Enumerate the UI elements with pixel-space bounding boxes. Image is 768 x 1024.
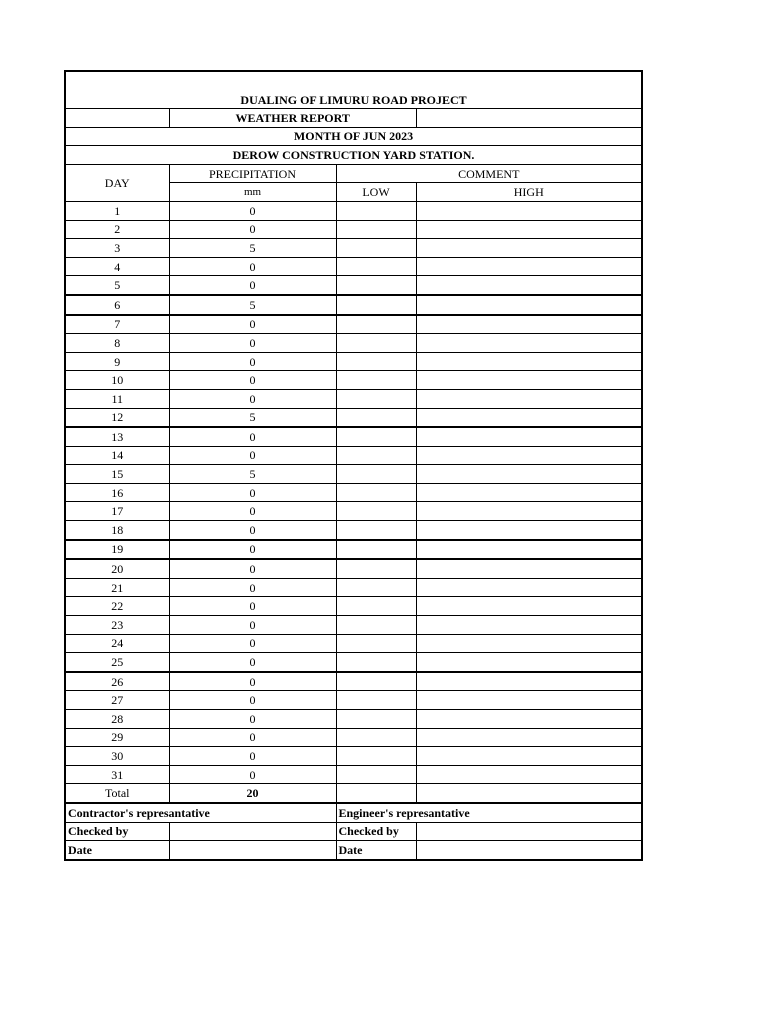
precipitation-header: PRECIPITATION [169, 164, 336, 183]
day-cell: 27 [65, 691, 169, 710]
table-row [65, 295, 642, 315]
day-cell: 30 [65, 747, 169, 766]
precipitation-cell: 0 [169, 446, 336, 465]
table-row [65, 465, 642, 484]
low-comment-cell[interactable] [336, 334, 416, 353]
low-comment-cell[interactable] [336, 352, 416, 371]
low-comment-cell[interactable] [336, 315, 416, 334]
day-cell: 9 [65, 352, 169, 371]
blank-cell [336, 784, 416, 803]
low-comment-cell[interactable] [336, 276, 416, 295]
blank-cell [416, 109, 642, 128]
table-row [65, 389, 642, 408]
engineer-label: Engineer's represantative [336, 803, 642, 822]
low-comment-cell[interactable] [336, 239, 416, 258]
low-comment-cell[interactable] [336, 578, 416, 597]
high-comment-cell[interactable] [416, 334, 642, 353]
high-comment-cell[interactable] [416, 295, 642, 315]
precipitation-cell: 0 [169, 334, 336, 353]
low-comment-cell[interactable] [336, 559, 416, 578]
day-cell: 22 [65, 597, 169, 616]
day-cell: 1 [65, 201, 169, 220]
low-comment-cell[interactable] [336, 220, 416, 239]
low-comment-cell[interactable] [336, 483, 416, 502]
engineer-date-label: Date [336, 841, 416, 860]
unit-header: mm [169, 183, 336, 202]
day-cell: 8 [65, 334, 169, 353]
high-comment-cell[interactable] [416, 559, 642, 578]
precipitation-cell: 0 [169, 502, 336, 521]
total-value: 20 [169, 784, 336, 803]
high-comment-cell[interactable] [416, 747, 642, 766]
high-comment-cell[interactable] [416, 239, 642, 258]
table-row [65, 220, 642, 239]
day-cell: 12 [65, 408, 169, 427]
low-comment-cell[interactable] [336, 634, 416, 653]
precipitation-cell: 0 [169, 672, 336, 691]
table-row [65, 502, 642, 521]
precipitation-cell: 0 [169, 634, 336, 653]
high-comment-cell[interactable] [416, 710, 642, 729]
contractor-checked-by-label: Checked by [65, 822, 169, 841]
table-row [65, 578, 642, 597]
blank-cell [65, 109, 169, 128]
engineer-date-field[interactable] [416, 841, 642, 860]
engineer-checked-by-field[interactable] [416, 822, 642, 841]
table-row [65, 540, 642, 560]
precipitation-cell: 0 [169, 765, 336, 784]
low-comment-cell[interactable] [336, 710, 416, 729]
low-comment-cell[interactable] [336, 408, 416, 427]
high-comment-cell[interactable] [416, 616, 642, 635]
low-comment-cell[interactable] [336, 616, 416, 635]
day-cell: 23 [65, 616, 169, 635]
table-row [65, 446, 642, 465]
low-comment-cell[interactable] [336, 521, 416, 540]
high-comment-cell[interactable] [416, 691, 642, 710]
total-label: Total [65, 784, 169, 803]
day-cell: 19 [65, 540, 169, 560]
day-cell: 26 [65, 672, 169, 691]
high-comment-cell[interactable] [416, 315, 642, 334]
high-comment-cell[interactable] [416, 389, 642, 408]
precipitation-cell: 0 [169, 597, 336, 616]
contractor-date-label: Date [65, 841, 169, 860]
table-row [65, 334, 642, 353]
precipitation-cell: 0 [169, 521, 336, 540]
precipitation-cell: 0 [169, 540, 336, 560]
day-cell: 25 [65, 653, 169, 672]
precipitation-cell: 0 [169, 220, 336, 239]
day-cell: 31 [65, 765, 169, 784]
low-comment-cell[interactable] [336, 728, 416, 747]
high-comment-cell[interactable] [416, 634, 642, 653]
table-row [65, 747, 642, 766]
precipitation-cell: 0 [169, 559, 336, 578]
high-comment-cell[interactable] [416, 765, 642, 784]
day-cell: 24 [65, 634, 169, 653]
low-comment-cell[interactable] [336, 765, 416, 784]
weather-report-table [64, 70, 643, 861]
low-comment-cell[interactable] [336, 465, 416, 484]
table-row [65, 276, 642, 295]
high-header: HIGH [416, 183, 642, 202]
low-comment-cell[interactable] [336, 446, 416, 465]
precipitation-cell: 5 [169, 465, 336, 484]
high-comment-cell[interactable] [416, 352, 642, 371]
project-title: DUALING OF LIMURU ROAD PROJECT [65, 71, 642, 109]
precipitation-cell: 0 [169, 578, 336, 597]
high-comment-cell[interactable] [416, 276, 642, 295]
precipitation-cell: 0 [169, 315, 336, 334]
precipitation-cell: 0 [169, 691, 336, 710]
low-comment-cell[interactable] [336, 201, 416, 220]
low-comment-cell[interactable] [336, 747, 416, 766]
precipitation-cell: 0 [169, 710, 336, 729]
day-cell: 6 [65, 295, 169, 315]
precipitation-cell: 0 [169, 371, 336, 390]
high-comment-cell[interactable] [416, 578, 642, 597]
precipitation-cell: 5 [169, 295, 336, 315]
day-cell: 7 [65, 315, 169, 334]
low-comment-cell[interactable] [336, 295, 416, 315]
precipitation-cell: 0 [169, 616, 336, 635]
day-cell: 18 [65, 521, 169, 540]
precipitation-cell: 0 [169, 483, 336, 502]
table-row [65, 257, 642, 276]
table-row [65, 408, 642, 427]
table-row [65, 653, 642, 672]
table-row [65, 427, 642, 446]
low-comment-cell[interactable] [336, 389, 416, 408]
table-row [65, 559, 642, 578]
table-row [65, 371, 642, 390]
high-comment-cell[interactable] [416, 540, 642, 560]
high-comment-cell[interactable] [416, 446, 642, 465]
blank-cell [416, 784, 642, 803]
day-cell: 4 [65, 257, 169, 276]
table-row [65, 672, 642, 691]
day-cell: 14 [65, 446, 169, 465]
precipitation-cell: 0 [169, 257, 336, 276]
precipitation-cell: 0 [169, 201, 336, 220]
low-header: LOW [336, 183, 416, 202]
low-comment-cell[interactable] [336, 540, 416, 560]
report-month: MONTH OF JUN 2023 [65, 127, 642, 146]
station-name: DEROW CONSTRUCTION YARD STATION. [65, 146, 642, 165]
table-row [65, 728, 642, 747]
table-row [65, 597, 642, 616]
high-comment-cell[interactable] [416, 465, 642, 484]
comment-header: COMMENT [336, 164, 642, 183]
high-comment-cell[interactable] [416, 672, 642, 691]
high-comment-cell[interactable] [416, 521, 642, 540]
table-row [65, 634, 642, 653]
low-comment-cell[interactable] [336, 672, 416, 691]
day-cell: 3 [65, 239, 169, 258]
table-row [65, 765, 642, 784]
table-row [65, 710, 642, 729]
day-cell: 28 [65, 710, 169, 729]
day-cell: 16 [65, 483, 169, 502]
low-comment-cell[interactable] [336, 371, 416, 390]
high-comment-cell[interactable] [416, 427, 642, 446]
low-comment-cell[interactable] [336, 691, 416, 710]
contractor-date-field[interactable] [169, 841, 336, 860]
day-cell: 17 [65, 502, 169, 521]
day-cell: 11 [65, 389, 169, 408]
high-comment-cell[interactable] [416, 371, 642, 390]
precipitation-cell: 0 [169, 389, 336, 408]
precipitation-cell: 0 [169, 352, 336, 371]
low-comment-cell[interactable] [336, 427, 416, 446]
low-comment-cell[interactable] [336, 502, 416, 521]
day-cell: 21 [65, 578, 169, 597]
table-row [65, 691, 642, 710]
high-comment-cell[interactable] [416, 201, 642, 220]
contractor-label: Contractor's represantative [65, 803, 336, 822]
table-row [65, 315, 642, 334]
report-name: WEATHER REPORT [169, 109, 416, 128]
precipitation-cell: 0 [169, 728, 336, 747]
day-cell: 20 [65, 559, 169, 578]
table-row [65, 201, 642, 220]
table-row [65, 239, 642, 258]
table-row [65, 521, 642, 540]
low-comment-cell[interactable] [336, 597, 416, 616]
high-comment-cell[interactable] [416, 220, 642, 239]
precipitation-cell: 5 [169, 239, 336, 258]
day-cell: 13 [65, 427, 169, 446]
low-comment-cell[interactable] [336, 653, 416, 672]
day-cell: 15 [65, 465, 169, 484]
high-comment-cell[interactable] [416, 257, 642, 276]
high-comment-cell[interactable] [416, 597, 642, 616]
contractor-checked-by-field[interactable] [169, 822, 336, 841]
precipitation-cell: 5 [169, 408, 336, 427]
table-row [65, 352, 642, 371]
day-cell: 29 [65, 728, 169, 747]
high-comment-cell[interactable] [416, 653, 642, 672]
day-header: DAY [65, 164, 169, 201]
precipitation-cell: 0 [169, 747, 336, 766]
precipitation-cell: 0 [169, 276, 336, 295]
high-comment-cell[interactable] [416, 728, 642, 747]
day-cell: 2 [65, 220, 169, 239]
high-comment-cell[interactable] [416, 502, 642, 521]
precipitation-cell: 0 [169, 427, 336, 446]
high-comment-cell[interactable] [416, 483, 642, 502]
precipitation-cell: 0 [169, 653, 336, 672]
high-comment-cell[interactable] [416, 408, 642, 427]
engineer-checked-by-label: Checked by [336, 822, 416, 841]
table-row [65, 483, 642, 502]
day-cell: 5 [65, 276, 169, 295]
day-cell: 10 [65, 371, 169, 390]
low-comment-cell[interactable] [336, 257, 416, 276]
table-row [65, 616, 642, 635]
